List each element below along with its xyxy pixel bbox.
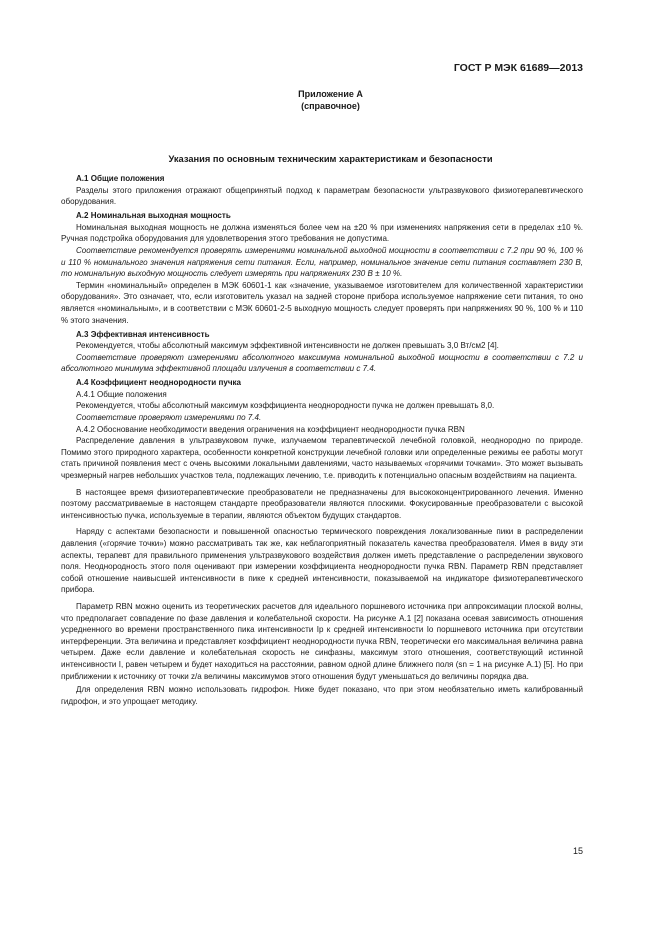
section-a2-paragraph-3: Термин «номинальный» определен в МЭК 60601-1 как «значение, указываемое изготовителем для количественной характеристики оборудования». Это означает, что, если изготовитель указал на задней стороне прибора используемое напряжение сети питания, то оно является «номинальным», и в соответствии с МЭК 60601-2-5 выходную мощность следует проверять при напряжениях 90 %, 100 % и 110 % этого значения. [61, 280, 583, 325]
section-a3-paragraph-2: Соответствие проверяют измерениями абсолютного максимума номинальной выходной мощности в соответствии с 7.2 и абсолютного минимума эффективной площади излучения в соответствии с 7.4. [61, 352, 583, 374]
section-a4-title: А.4 Коэффициент неоднородности пучка [76, 378, 241, 388]
appendix-subtitle: (справочное) [301, 101, 360, 111]
section-a2-title: А.2 Номинальная выходная мощность [76, 211, 231, 221]
section-a1-paragraph-1: Разделы этого приложения отражают общепринятый подход к параметрам безопасности ультразвукового физиотерапевтического оборудования. [61, 185, 583, 207]
page-number: 15 [572, 846, 583, 856]
section-a1-title: А.1 Общие положения [76, 174, 165, 183]
section-a42-paragraph-1: Распределение давления в ультразвуковом пучке, излучаемом терапевтической лечебной головкой, неоднородно по природе. Помимо этого природного характера, особенности конкретной конструкции лечебной головки или определенные режимы ее работы могут стать причиной появления мест с очень высокими локальными давлениями, часто называемых «горячими точками». Это может вызывать чрезмерный нагрев небольших участков тела, подлежащих лечению, т.е. приводить к потенциально опасным воздействиям на пациента. [61, 436, 583, 481]
section-a41-title: А.4.1 Общие положения [76, 389, 167, 399]
section-a2-paragraph-2: Соответствие рекомендуется проверять измерениями номинальной выходной мощности в соответствии с 7.2 при 90 %, 100 % и 110 % номинального значения напряжения сети питания. Если, например, номинальное значение сети питания составляет 230 В, то номинальную выходную мощность следует измерять при напряжениях 230 В ± 10 %. [61, 245, 583, 279]
section-a42-paragraph-4: Параметр RBN можно оценить из теоретических расчетов для идеального поршневого источника при аппроксимации плоской волны, что предполагает совпадение по фазе давления и колебательной скорости. На рисунке А.1 [2] показана осевая зависимость отношения усредненного во времени пространственного пика интенсивности Ip к средней интенсивности Io поршневого источника при отсутствии интерференции. Эта величина и представляет коэффициент неоднородности пучка RBN, теоретически его максимальная величина равна четырем. Даже если давление и колебательная скорость не синфазны, максимум этого отношения, соответствующий истинной интенсивности I, равен четырем и будет находиться на расстоянии, равном одной длине ближнего поля (sn = 1 на рисунке А.1) [5]. Но при приближении к источнику от точки z/a величины максимумов этого отношения будут уменьшаться до величины порядка два. [61, 601, 583, 681]
section-a2-paragraph-1: Номинальная выходная мощность не должна изменяться более чем на ±20 % при изменениях напряжения сети в пределах ±10 %. Ручная подстройка оборудования для удовлетворения этого требования не допустима. [61, 222, 583, 244]
section-a3-paragraph-1: Рекомендуется, чтобы абсолютный максимум эффективной интенсивности не должен превышать 3,0 Вт/см2 [4]. [76, 341, 499, 351]
appendix-title: Приложение А [298, 89, 363, 99]
section-a42-paragraph-2: В настоящее время физиотерапевтические преобразователи не предназначены для высококонцентрированного лечения. Именно поэтому рассматриваемые в настоящем стандарте преобразователи являются плоскими. Фокусированные преобразователи с высокой интенсивностью пучка, используемые в терапии, являются объектом будущих стандартов. [61, 487, 583, 520]
section-a41-paragraph-2: Соответствие проверяют измерениями по 7.4. [76, 413, 262, 423]
section-a42-paragraph-3: Наряду с аспектами безопасности и повышенной опасностью термического повреждения локализованные пики в распределении давления («горячие точки») можно рассматривать так же, как неблагоприятный показатель качества преобразователя. Имея в виду эти аспекты, терапевт для правильного применения ультразвукового воздействия должен иметь представление о распределении звукового поля. Неоднородность этого поля оценивают при измерении коэффициента неоднородности пучка RBN. Параметр RBN представляет собой отношение наивысшей интенсивности в пике к средней интенсивности, показываемой на индикаторе физиотерапевтического прибора. [61, 527, 583, 595]
section-a42-paragraph-5: Для определения RBN можно использовать гидрофон. Ниже будет показано, что при этом необязательно иметь калиброванный гидрофон, и это упрощает методику. [61, 685, 583, 706]
standard-designation: ГОСТ Р МЭК 61689—2013 [453, 62, 583, 74]
main-title: Указания по основным техническим характеристикам и безопасности [168, 154, 493, 164]
body-text [61, 173, 583, 707]
section-a42-title: А.4.2 Обоснование необходимости введения ограничения на коэффициент неоднородности пучка RBN [76, 424, 465, 434]
section-a41-paragraph-1: Рекомендуется, чтобы абсолютный максимум коэффициента неоднородности пучка не должен превышать 8,0. [76, 401, 495, 411]
section-a3-title: А.3 Эффективная интенсивность [76, 329, 210, 339]
